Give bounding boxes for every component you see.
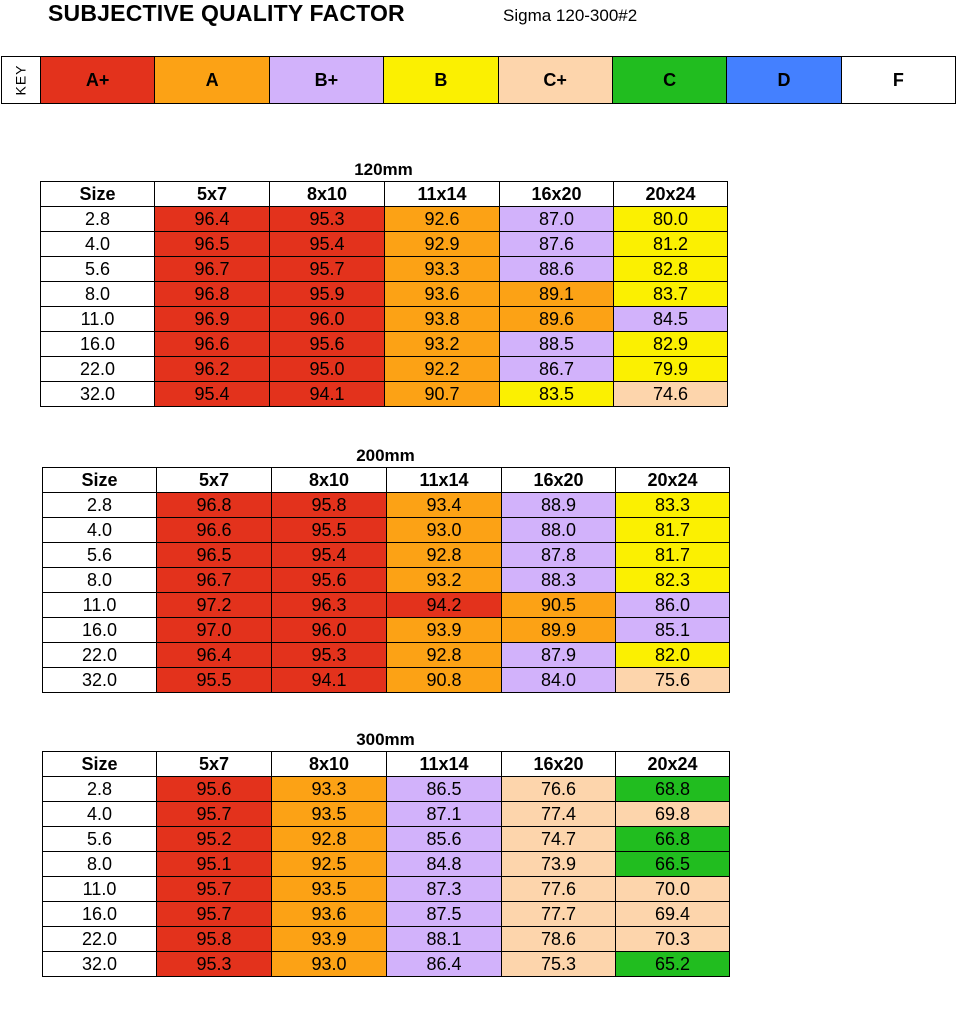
- aperture-cell: 22.0: [43, 927, 157, 952]
- lens-name: Sigma 120-300#2: [503, 6, 638, 25]
- quality-value-cell: 87.1: [387, 802, 502, 827]
- quality-value-cell: 88.0: [502, 518, 616, 543]
- quality-value-cell: 93.5: [272, 802, 387, 827]
- quality-value-cell: 88.1: [387, 927, 502, 952]
- quality-value-cell: 93.3: [272, 777, 387, 802]
- key-grade: F: [842, 57, 955, 103]
- quality-value-cell: 96.4: [157, 643, 272, 668]
- quality-value-cell: 96.9: [155, 307, 270, 332]
- quality-value-cell: 83.5: [500, 382, 614, 407]
- column-header: 11x14: [387, 752, 502, 777]
- table-row: [43, 827, 730, 852]
- column-header: 8x10: [270, 182, 385, 207]
- table-row: [43, 777, 730, 802]
- quality-value-cell: 93.3: [385, 257, 500, 282]
- quality-value-cell: 96.8: [157, 493, 272, 518]
- quality-value-cell: 95.3: [157, 952, 272, 977]
- key-grade: B+: [270, 57, 384, 103]
- quality-value-cell: 87.5: [387, 902, 502, 927]
- column-header: Size: [43, 752, 157, 777]
- quality-value-cell: 95.3: [270, 207, 385, 232]
- quality-value-cell: 88.9: [502, 493, 616, 518]
- quality-value-cell: 93.9: [387, 618, 502, 643]
- quality-value-cell: 93.2: [387, 568, 502, 593]
- column-header: 11x14: [385, 182, 500, 207]
- aperture-cell: 2.8: [41, 207, 155, 232]
- quality-value-cell: 92.6: [385, 207, 500, 232]
- quality-value-cell: 94.2: [387, 593, 502, 618]
- quality-value-cell: 79.9: [614, 357, 728, 382]
- quality-value-cell: 96.7: [157, 568, 272, 593]
- quality-value-cell: 78.6: [502, 927, 616, 952]
- table-row: [41, 382, 728, 407]
- column-header: 16x20: [502, 468, 616, 493]
- quality-table: [40, 181, 728, 407]
- table-row: [43, 493, 730, 518]
- quality-value-cell: 93.4: [387, 493, 502, 518]
- quality-value-cell: 94.1: [272, 668, 387, 693]
- table-row: [43, 543, 730, 568]
- aperture-cell: 5.6: [43, 827, 157, 852]
- quality-value-cell: 75.6: [616, 668, 730, 693]
- quality-value-cell: 92.8: [387, 543, 502, 568]
- quality-value-cell: 95.9: [270, 282, 385, 307]
- column-header: 20x24: [616, 468, 730, 493]
- aperture-cell: 2.8: [43, 777, 157, 802]
- table-row: [43, 802, 730, 827]
- quality-value-cell: 95.7: [270, 257, 385, 282]
- focal-length-title: 200mm: [356, 446, 415, 465]
- quality-value-cell: 95.6: [272, 568, 387, 593]
- quality-value-cell: 81.7: [616, 543, 730, 568]
- quality-value-cell: 95.2: [157, 827, 272, 852]
- column-header: 16x20: [502, 752, 616, 777]
- quality-value-cell: 93.0: [387, 518, 502, 543]
- table-row: [43, 643, 730, 668]
- quality-value-cell: 95.8: [157, 927, 272, 952]
- aperture-cell: 32.0: [41, 382, 155, 407]
- quality-value-cell: 95.0: [270, 357, 385, 382]
- key-grade: A+: [41, 57, 155, 103]
- quality-value-cell: 95.4: [272, 543, 387, 568]
- quality-value-cell: 96.4: [155, 207, 270, 232]
- quality-value-cell: 66.8: [616, 827, 730, 852]
- quality-value-cell: 85.6: [387, 827, 502, 852]
- quality-value-cell: 73.9: [502, 852, 616, 877]
- quality-value-cell: 90.5: [502, 593, 616, 618]
- quality-value-cell: 90.8: [387, 668, 502, 693]
- key-grade: C: [613, 57, 727, 103]
- header-row: [41, 182, 728, 207]
- quality-value-cell: 89.9: [502, 618, 616, 643]
- quality-value-cell: 84.0: [502, 668, 616, 693]
- quality-value-cell: 83.7: [614, 282, 728, 307]
- quality-value-cell: 74.7: [502, 827, 616, 852]
- table-row: [43, 852, 730, 877]
- quality-value-cell: 81.7: [616, 518, 730, 543]
- quality-value-cell: 96.3: [272, 593, 387, 618]
- quality-value-cell: 65.2: [616, 952, 730, 977]
- quality-value-cell: 86.7: [500, 357, 614, 382]
- quality-value-cell: 76.6: [502, 777, 616, 802]
- quality-table: [42, 467, 730, 693]
- quality-value-cell: 69.8: [616, 802, 730, 827]
- column-header: 5x7: [155, 182, 270, 207]
- quality-value-cell: 87.9: [502, 643, 616, 668]
- aperture-cell: 5.6: [43, 543, 157, 568]
- column-header: Size: [43, 468, 157, 493]
- column-header: 5x7: [157, 468, 272, 493]
- table-row: [43, 902, 730, 927]
- aperture-cell: 4.0: [43, 802, 157, 827]
- page-title: SUBJECTIVE QUALITY FACTOR: [48, 0, 405, 26]
- quality-value-cell: 86.5: [387, 777, 502, 802]
- quality-value-cell: 92.2: [385, 357, 500, 382]
- quality-value-cell: 81.2: [614, 232, 728, 257]
- header-row: [43, 468, 730, 493]
- quality-value-cell: 95.7: [157, 877, 272, 902]
- focal-length-title: 120mm: [354, 160, 413, 179]
- table-row: [43, 877, 730, 902]
- quality-value-cell: 95.6: [270, 332, 385, 357]
- aperture-cell: 8.0: [41, 282, 155, 307]
- quality-value-cell: 96.8: [155, 282, 270, 307]
- table-row: [41, 332, 728, 357]
- quality-value-cell: 96.2: [155, 357, 270, 382]
- header-row: [43, 752, 730, 777]
- quality-value-cell: 89.1: [500, 282, 614, 307]
- quality-value-cell: 92.8: [387, 643, 502, 668]
- quality-value-cell: 77.6: [502, 877, 616, 902]
- table-row: [41, 257, 728, 282]
- quality-value-cell: 93.2: [385, 332, 500, 357]
- key-label-text: KEY: [12, 64, 29, 96]
- quality-table: [42, 751, 730, 977]
- quality-value-cell: 97.2: [157, 593, 272, 618]
- aperture-cell: 22.0: [41, 357, 155, 382]
- aperture-cell: 16.0: [43, 618, 157, 643]
- quality-value-cell: 70.0: [616, 877, 730, 902]
- quality-value-cell: 96.5: [157, 543, 272, 568]
- column-header: 16x20: [500, 182, 614, 207]
- aperture-cell: 11.0: [43, 593, 157, 618]
- quality-value-cell: 70.3: [616, 927, 730, 952]
- aperture-cell: 32.0: [43, 668, 157, 693]
- key-grade: C+: [499, 57, 613, 103]
- aperture-cell: 2.8: [43, 493, 157, 518]
- table-row: [41, 207, 728, 232]
- key-grade: B: [384, 57, 498, 103]
- column-header: 8x10: [272, 752, 387, 777]
- column-header: Size: [41, 182, 155, 207]
- table-row: [43, 618, 730, 643]
- quality-value-cell: 97.0: [157, 618, 272, 643]
- quality-value-cell: 92.9: [385, 232, 500, 257]
- quality-value-cell: 77.4: [502, 802, 616, 827]
- aperture-cell: 5.6: [41, 257, 155, 282]
- quality-value-cell: 82.8: [614, 257, 728, 282]
- quality-value-cell: 95.4: [155, 382, 270, 407]
- column-header: 11x14: [387, 468, 502, 493]
- quality-value-cell: 95.6: [157, 777, 272, 802]
- quality-value-cell: 93.6: [272, 902, 387, 927]
- table-row: [41, 232, 728, 257]
- aperture-cell: 8.0: [43, 568, 157, 593]
- quality-value-cell: 84.5: [614, 307, 728, 332]
- quality-table-block: [40, 159, 727, 407]
- quality-value-cell: 96.6: [155, 332, 270, 357]
- quality-value-cell: 89.6: [500, 307, 614, 332]
- table-row: [43, 568, 730, 593]
- quality-value-cell: 86.0: [616, 593, 730, 618]
- table-row: [41, 307, 728, 332]
- grade-key: [1, 56, 956, 104]
- quality-value-cell: 93.5: [272, 877, 387, 902]
- aperture-cell: 4.0: [41, 232, 155, 257]
- table-row: [43, 518, 730, 543]
- quality-value-cell: 93.8: [385, 307, 500, 332]
- quality-value-cell: 87.6: [500, 232, 614, 257]
- quality-value-cell: 75.3: [502, 952, 616, 977]
- quality-value-cell: 92.8: [272, 827, 387, 852]
- quality-value-cell: 93.6: [385, 282, 500, 307]
- quality-value-cell: 93.0: [272, 952, 387, 977]
- quality-value-cell: 96.0: [270, 307, 385, 332]
- quality-value-cell: 96.7: [155, 257, 270, 282]
- aperture-cell: 11.0: [41, 307, 155, 332]
- quality-value-cell: 88.5: [500, 332, 614, 357]
- aperture-cell: 8.0: [43, 852, 157, 877]
- quality-value-cell: 88.6: [500, 257, 614, 282]
- quality-value-cell: 80.0: [614, 207, 728, 232]
- quality-value-cell: 95.5: [157, 668, 272, 693]
- quality-value-cell: 82.9: [614, 332, 728, 357]
- column-header: 20x24: [614, 182, 728, 207]
- key-grade: D: [727, 57, 841, 103]
- column-header: 8x10: [272, 468, 387, 493]
- table-row: [41, 282, 728, 307]
- quality-value-cell: 66.5: [616, 852, 730, 877]
- quality-value-cell: 92.5: [272, 852, 387, 877]
- aperture-cell: 11.0: [43, 877, 157, 902]
- quality-value-cell: 68.8: [616, 777, 730, 802]
- column-header: 20x24: [616, 752, 730, 777]
- quality-value-cell: 87.0: [500, 207, 614, 232]
- aperture-cell: 32.0: [43, 952, 157, 977]
- quality-table-block: [42, 729, 729, 977]
- quality-value-cell: 69.4: [616, 902, 730, 927]
- quality-value-cell: 77.7: [502, 902, 616, 927]
- key-grade: A: [155, 57, 269, 103]
- quality-value-cell: 95.7: [157, 902, 272, 927]
- table-row: [43, 927, 730, 952]
- quality-value-cell: 82.0: [616, 643, 730, 668]
- quality-value-cell: 96.6: [157, 518, 272, 543]
- quality-value-cell: 86.4: [387, 952, 502, 977]
- quality-value-cell: 95.4: [270, 232, 385, 257]
- quality-value-cell: 83.3: [616, 493, 730, 518]
- table-row: [41, 357, 728, 382]
- quality-value-cell: 94.1: [270, 382, 385, 407]
- quality-value-cell: 95.3: [272, 643, 387, 668]
- quality-value-cell: 87.8: [502, 543, 616, 568]
- quality-value-cell: 87.3: [387, 877, 502, 902]
- quality-table-block: [42, 445, 729, 693]
- quality-value-cell: 95.1: [157, 852, 272, 877]
- quality-value-cell: 95.7: [157, 802, 272, 827]
- aperture-cell: 4.0: [43, 518, 157, 543]
- quality-value-cell: 82.3: [616, 568, 730, 593]
- table-row: [43, 668, 730, 693]
- aperture-cell: 16.0: [43, 902, 157, 927]
- quality-value-cell: 93.9: [272, 927, 387, 952]
- quality-value-cell: 84.8: [387, 852, 502, 877]
- quality-value-cell: 85.1: [616, 618, 730, 643]
- quality-value-cell: 74.6: [614, 382, 728, 407]
- quality-value-cell: 95.5: [272, 518, 387, 543]
- quality-value-cell: 90.7: [385, 382, 500, 407]
- quality-value-cell: 96.0: [272, 618, 387, 643]
- aperture-cell: 22.0: [43, 643, 157, 668]
- quality-value-cell: 88.3: [502, 568, 616, 593]
- table-row: [43, 952, 730, 977]
- key-label: [2, 57, 41, 103]
- quality-value-cell: 96.5: [155, 232, 270, 257]
- column-header: 5x7: [157, 752, 272, 777]
- quality-value-cell: 95.8: [272, 493, 387, 518]
- table-row: [43, 593, 730, 618]
- focal-length-title: 300mm: [356, 730, 415, 749]
- aperture-cell: 16.0: [41, 332, 155, 357]
